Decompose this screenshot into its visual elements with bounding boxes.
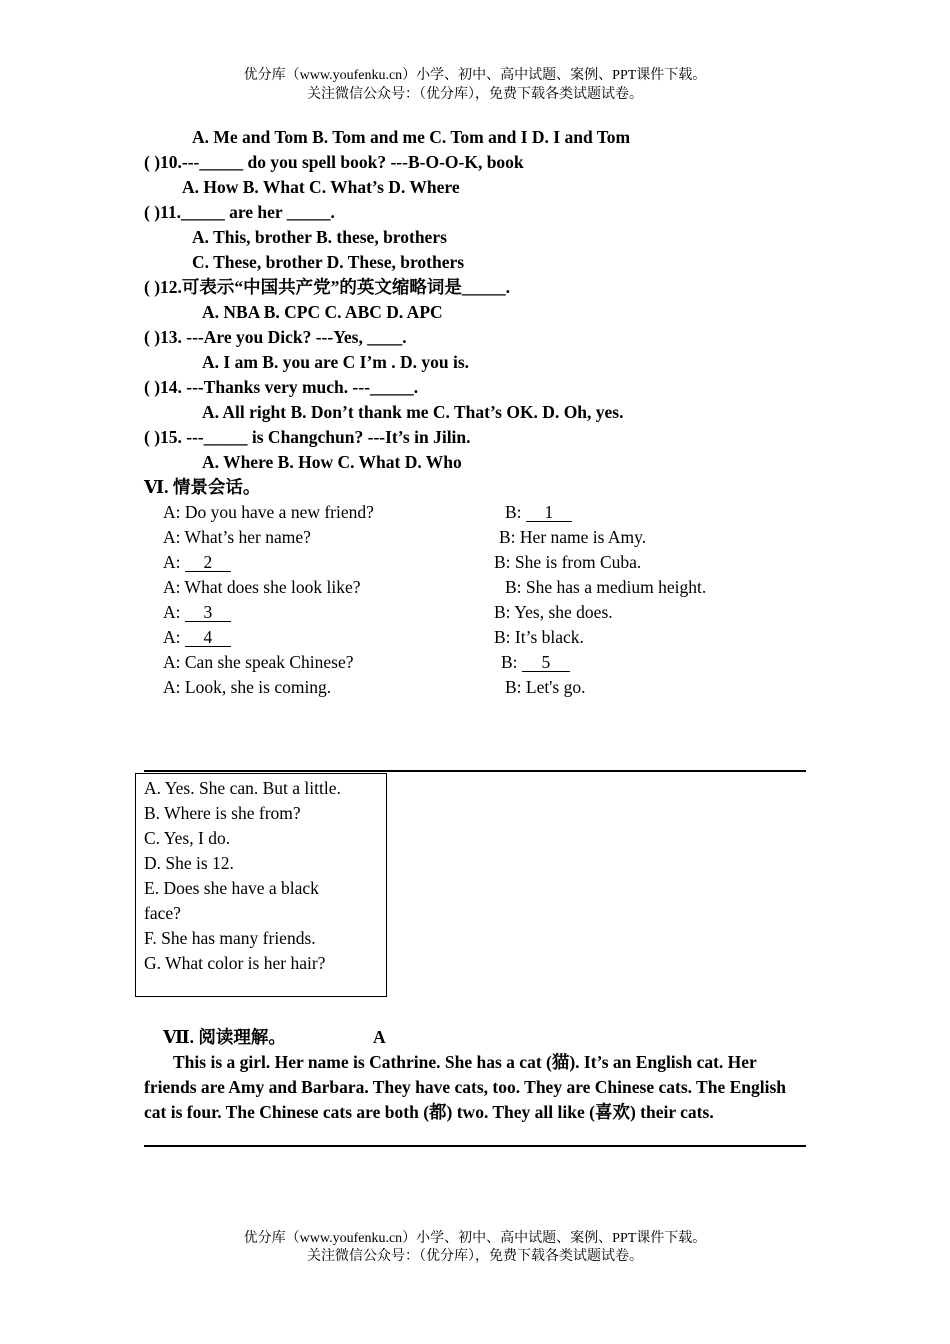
option-c: C. Yes, I do. [144,828,231,848]
dialogue-b-6: B: It’s black. [494,627,584,647]
dialogue-b-1-prefix: B: [505,502,526,522]
blank-4[interactable]: 4 [185,628,231,647]
options-box [135,773,387,997]
dialogue-b-1 [505,500,572,525]
passage-label: A [373,1027,386,1047]
dialogue-b-7-prefix: B: [501,652,522,672]
dialogue-a-3 [163,550,231,575]
q13-stem: ( )13. ---Are you Dick? ---Yes, ____. [144,327,407,347]
q10-options: A. How B. What C. What’s D. Where [182,177,460,197]
option-b: B. Where is she from? [144,803,301,823]
q13-options: A. I am B. you are C I’m . D. you is. [202,352,470,372]
page-header-line2: 关注微信公众号：（优分库），免费下载各类试题试卷。 [307,87,643,102]
option-e: E. Does she have a black face? [144,878,319,923]
q11-stem: ( )11._____ are her _____. [144,202,335,222]
q9-options: A. Me and Tom B. Tom and me C. Tom and I D. I and Tom [192,127,631,147]
dialogue-b-3: B: She is from Cuba. [494,552,642,572]
blank-3[interactable]: 3 [185,603,231,622]
option-d: D. She is 12. [144,853,234,873]
dialogue-a-6-prefix: A: [163,627,185,647]
divider-bottom [144,1145,806,1147]
dialogue-a-7: A: Can she speak Chinese? [163,652,354,672]
dialogue-b-5: B: Yes, she does. [494,602,613,622]
page-footer-line1: 优分库（www.youfenku.cn）小学、初中、高中试题、案例、PPT课件下载。 [243,1231,707,1246]
dialogue-a-4: A: What does she look like? [163,577,361,597]
q14-options: A. All right B. Don’t thank me C. That’s OK. D. Oh, yes. [202,402,624,422]
q11-options-2: C. These, brother D. These, brothers [192,252,465,272]
q12-options: A. NBA B. CPC C. ABC D. APC [202,302,443,322]
dialogue-a-6 [163,625,231,650]
q15-options: A. Where B. How C. What D. Who [202,452,462,472]
dialogue-a-2: A: What’s her name? [163,527,311,547]
dialogue-a-8: A: Look, she is coming. [163,677,332,697]
dialogue-a-5 [163,600,231,625]
dialogue-a-5-prefix: A: [163,602,185,622]
option-g: G. What color is her hair? [144,953,326,973]
q11-options-1: A. This, brother B. these, brothers [192,227,447,247]
blank-5[interactable]: 5 [522,653,570,672]
blank-2[interactable]: 2 [185,553,231,572]
q10-stem: ( )10.---_____ do you spell book? ---B-O-O-K, book [144,152,524,172]
page-header-line1: 优分库（www.youfenku.cn）小学、初中、高中试题、案例、PPT课件下载。 [243,68,707,83]
option-a: A. Yes. She can. But a little. [144,778,341,798]
q14-stem: ( )14. ---Thanks very much. ---_____. [144,377,419,397]
dialogue-b-2: B: Her name is Amy. [499,527,647,547]
reading-passage: This is a girl. Her name is Cathrine. She has a cat (猫). It’s an English cat. Her friends are Amy and Barbara. They have cats, too. They are Chinese cats. The English cat is four. The Chinese cats are both (都) two. They all like (喜欢) their cats. [144,1052,787,1122]
dialogue-b-4: B: She has a medium height. [505,577,707,597]
section6-title: Ⅵ. 情景会话。 [144,477,261,497]
option-f: F. She has many friends. [144,928,316,948]
dialogue-a-1: A: Do you have a new friend? [163,502,374,522]
divider-top [144,770,806,772]
blank-1[interactable]: 1 [526,503,572,522]
dialogue-b-7 [501,650,570,675]
dialogue-b-8: B: Let's go. [505,677,586,697]
section7-title: Ⅶ. 阅读理解。 [163,1027,286,1047]
q12-stem: ( )12.可表示“中国共产党”的英文缩略词是_____. [144,277,511,297]
q15-stem: ( )15. ---_____ is Changchun? ---It’s in Jilin. [144,427,471,447]
dialogue-a-3-prefix: A: [163,552,185,572]
page-footer-line2: 关注微信公众号：（优分库），免费下载各类试题试卷。 [307,1249,643,1264]
